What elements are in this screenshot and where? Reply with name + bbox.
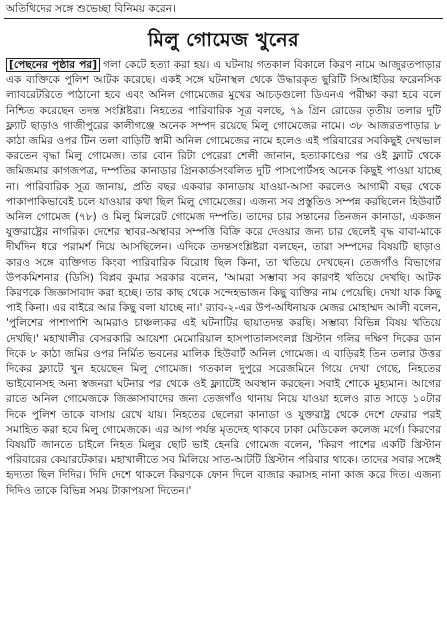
article-paragraph xyxy=(6,58,441,499)
article-headline: মিলু গোমেজ খুনের xyxy=(147,29,300,51)
continued-from-tag: [পেছনের পৃষ্ঠার পর] xyxy=(6,58,100,72)
article-paragraph-text: গলা কেটে হত্যা করা হয়। এ ঘটনায় গতকাল বিকালে কিরণ নামে আজুরতপাড়ার এক ব্যক্তিকে পুলিশ আটক করেছে। একই সঙ্গে ঘটনাস্থল থেকে উদ্ধারকৃত ছুরিটি সিআইডির ফরেনসিক ল্যাবরেটরিতে পাঠানো হবে এবং অনিল গোমেজের মুখের আচড়গুলো ডিএনএ পরীক্ষা করা হবে বলে নিশ্চিত করেছেন তদন্ত সংশ্লিষ্টরা। নিহতের পারিবারিক সূত্র বলছে, ৭৯ গ্রিন রোডের তৃতীয় তলার দুটি ফ্ল্যাট ছাড়াও গাজীপুরের কালীগঞ্জে অনেক সম্পদ রয়েছে মিলু গোমেজের নামে। ৩৮ আজরতপাড়ার ৮ কাঠা জমির ওপর টিন তলা বাড়িটি স্বামী অনিল গোমেজের নামে হলেও এই পরিবারের সবকিছুই দেখভাল করতেন বৃদ্ধা মিলু গোমেজ। তার বোন রিটা পেরেরা শেলী জানান, হত্যাকাণ্ডের পর ওই ফ্ল্যাট থেকে জমিজমার কাগজপত্র, দম্পতির কানাডার গ্রিনকার্ডসংবলিত দুটি পাসপোর্টসহ অনেক কিছুই পাওয়া যাচ্ছে না। পারিবারিক সূত্র জানায়, প্রতি বছর একবার কানাডায় যাওয়া-আসা করলেও আগামী বছর থেকে পাকাপাকিভাবেই চলে যাওয়ার কথা ছিল মিলু গোমেজের। এজন্য সব প্রস্তুতিও সম্পন্ন করছিলেন হিউবার্ট অনিল গোমেজ (৭৮) ও মিলু মিলরেট গোমেজ দম্পতি। তাদের চার সন্তানের তিনজন কানাডা, একজন যুক্তরাষ্ট্রের নাগরিক। দেশের স্থাবর-অস্থাবর সম্পত্তি বিক্রি করে দেওয়ার জন্য চার ছেলেই বৃদ্ধ বাবা-মাকে দীর্ঘদিন ধরে পরামর্শ দিয়ে আসছিলেন। এদিকে তদন্তসংশ্লিষ্টরা বলছেন, তারা সম্পদের বিষয়টি ছাড়াও কারও সঙ্গে ব্যক্তিগত কিংবা পারিবারিক বিরোধ ছিল কিনা, তা খতিয়ে দেখছেন। তেজগাঁও বিভাগের উপকমিশনার (ডিসি) বিপ্লব কুমার সরকার বলেন, 'আমরা সম্ভাব্য সব কারণই খতিয়ে দেখছি। আটক কিরণকে জিজ্ঞাসাবাদ করা হচ্ছে। তার কাছ থেকে সন্দেহভাজন কিছু ব্যক্তির নাম পেয়েছি। দেখা যাক কিছু পাই কিনা। এর বাইরে আর কিছু বলা যাচ্ছে না।' র‌্যাব-২-এর উপ-অধিনায়ক মেজর মোহাম্মদ আলী বলেন, 'পুলিশের পাশাপাশি আমরাও চাঞ্চল্যকর এই ঘটনাটির ছায়াতদন্ত করছি। সম্ভাব্য বিভিন্ন বিষয় খতিয়ে দেখছি।' মহাখালীর বেসরকারি আয়েশা মেমোরিয়াল হাসপাতালসংলগ্ন খ্রিস্টান গলির দক্ষিণ দিকের ডান দিকে ৮ কাঠা জমির ওপর নির্মিত ভবনের মালিক হিউবার্ট অনিল গোমেজ। এ বাড়িরই তিন তলার উত্তর দিকের ফ্ল্যাটে খুন হয়েছেন মিলু গোমেজ। গতকাল দুপুরে সরেজমিনে গিয়ে দেখা গেছে, নিহতের ভাইবোনসহ অন্য স্বজনরা ঘটনার পর থেকে ওই ফ্ল্যাটেই অবস্থান করছেন। সবাই শোকে মুহ্যমান। আগের রাতে অনিল গোমেজকে জিজ্ঞাসাবাদের জন্য তেজগাঁও থানায় নিয়ে যাওয়া হলেও রাত সাড়ে ১০টার দিকে পুলিশ তাকে বাসায় রেখে যায়। নিহতের ছেলেরা কানাডা ও যুক্তরাষ্ট্র থেকে দেশে ফেরার পরই সমাহিত করা হবে মিলু গোমেজকে। এর আগ পর্যন্ত মৃতদেহ থাকবে ঢাকা মেডিকেল কলেজ মর্গে। কিরণের বিষয়টি জানতে চাইলে নিহত মিলুর ছোট ভাই হেনরি গোমেজ বলেন, 'কিরণ পাশের একটি খ্রিস্টান পরিবারের কেয়ারটেকার। মহাখালীতে সব মিলিয়ে সাত-আটটি খ্রিস্টান পরিবার থাকে। তাদের সবার সঙ্গেই হৃদ্যতা ছিল দিদির। দিদি দেশে থাকলে কিরণকে ফোন দিলে বাজার করাসহ নানা কাজ করে দিত। এজন্য দিদিও তাকে বিভিন্ন সময় টাকাপয়সা দিতেন।' xyxy=(6,59,442,497)
previous-article-tail: অতিথিদের সঙ্গে শুভেচ্ছা বিনিময় করেন। xyxy=(6,3,176,15)
article-body xyxy=(0,58,447,618)
section-divider xyxy=(4,18,443,19)
